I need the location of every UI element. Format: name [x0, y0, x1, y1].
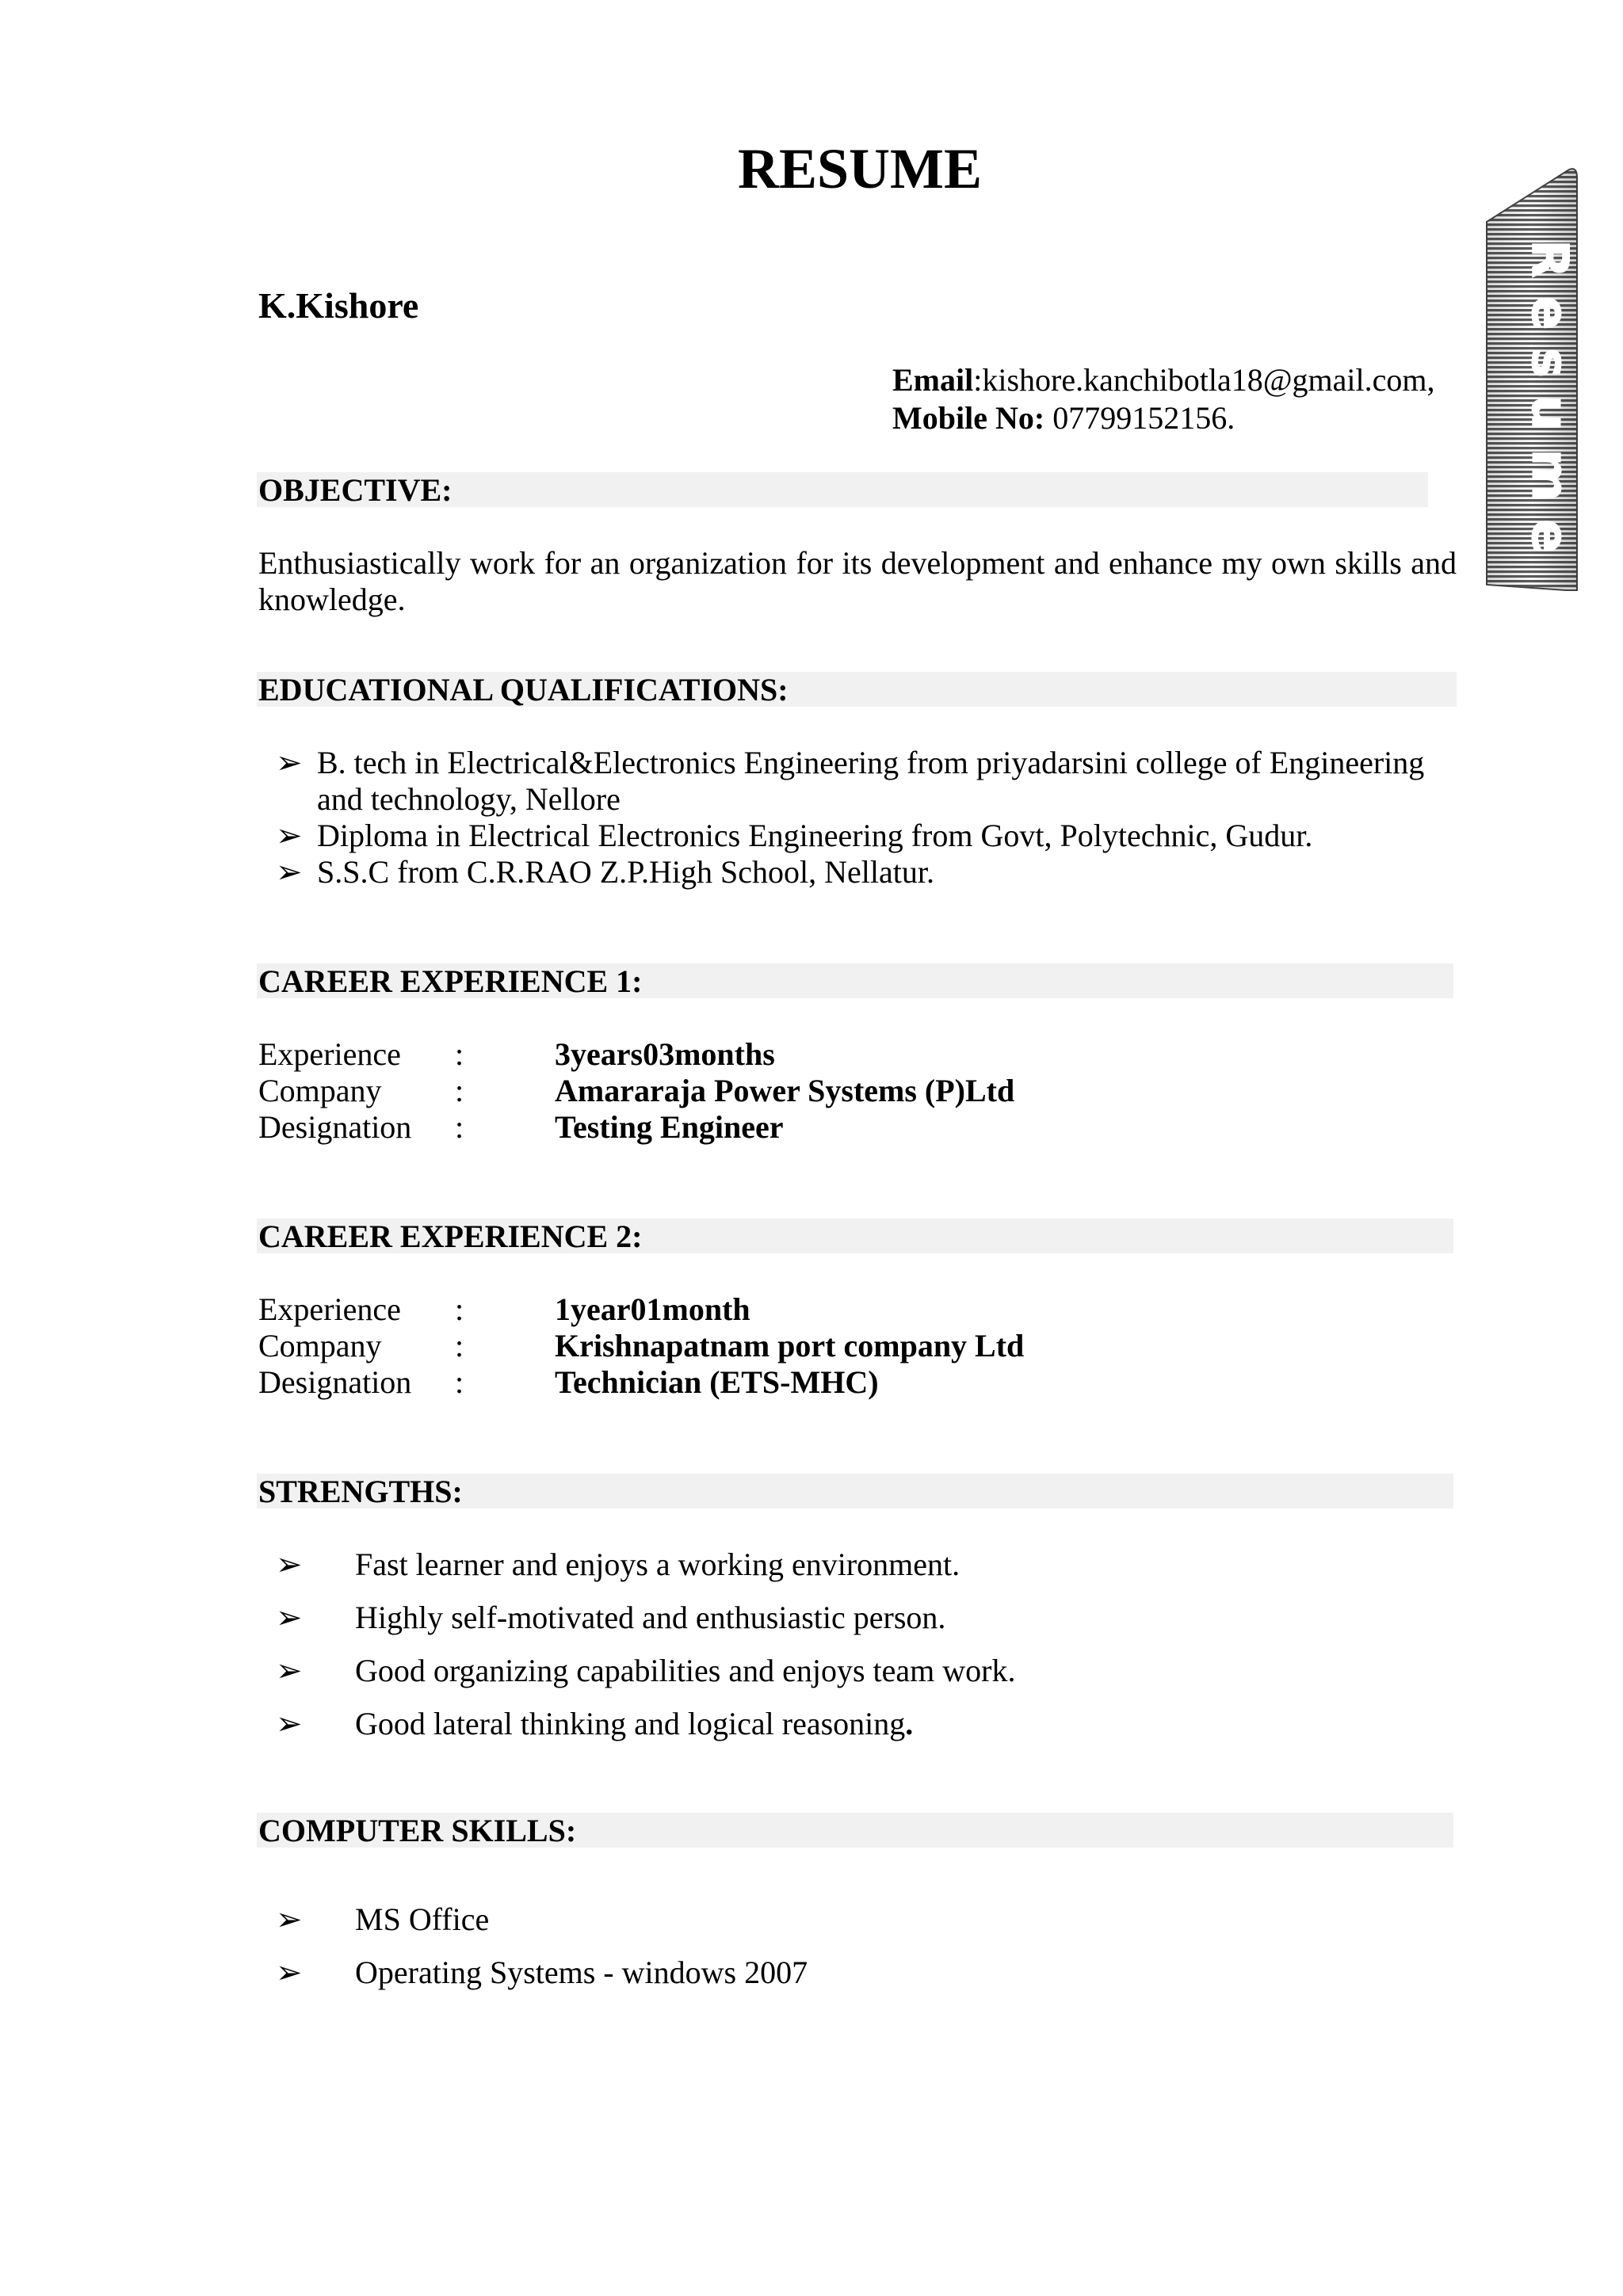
mobile-line: [892, 399, 1435, 437]
education-list: [276, 745, 1465, 891]
career2-heading: CAREER EXPERIENCE 2:: [257, 1219, 1453, 1253]
bullet-arrow-icon: ➢: [276, 1547, 303, 1582]
row-label: Experience: [258, 1291, 401, 1327]
strength-text: Fast learner and enjoys a working environment.: [355, 1547, 960, 1582]
skill-text: Operating Systems - windows 2007: [355, 1955, 808, 1990]
skill-text: MS Office: [355, 1901, 490, 1937]
bullet-arrow-icon: ➢: [276, 1901, 303, 1937]
row-label: Experience: [258, 1036, 401, 1072]
row-value: Technician (ETS-MHC): [555, 1364, 879, 1400]
bullet-arrow-icon: ➢: [276, 854, 303, 890]
row-label: Designation: [258, 1364, 412, 1400]
education-item-text: Diploma in Electrical Electronics Engineering from Govt, Polytechnic, Gudur.: [317, 818, 1313, 853]
row-value: 1year01month: [555, 1291, 750, 1327]
row-separator: :: [455, 1291, 464, 1327]
row-value: Testing Engineer: [555, 1109, 784, 1145]
computer-skills-heading: COMPUTER SKILLS:: [257, 1813, 1453, 1848]
row-value: Amararaja Power Systems (P)Ltd: [555, 1073, 1015, 1108]
bullet-arrow-icon: ➢: [276, 1706, 303, 1741]
strength-text: Good organizing capabilities and enjoys team work.: [355, 1653, 1016, 1688]
page-title: RESUME: [737, 137, 983, 200]
resume-side-tab: [1480, 166, 1583, 591]
email-label: Email: [892, 362, 974, 398]
row-separator: :: [455, 1364, 464, 1400]
bullet-arrow-icon: ➢: [276, 818, 303, 853]
objective-heading: OBJECTIVE:: [257, 472, 1428, 507]
education-item: [276, 818, 1465, 854]
row-label: Company: [258, 1328, 382, 1363]
strength-text-period: .: [905, 1706, 914, 1741]
bullet-arrow-icon: ➢: [276, 1653, 303, 1688]
row-label: Designation: [258, 1109, 412, 1145]
mobile-value: 07799152156.: [1044, 400, 1235, 436]
objective-text: Enthusiastically work for an organization for its development and enhance my own skills and knowledge.: [258, 545, 1457, 617]
strength-text: Highly self-motivated and enthusiastic person.: [355, 1600, 946, 1635]
row-value: Krishnapatnam port company Ltd: [555, 1328, 1025, 1363]
strength-text: [355, 1706, 913, 1742]
email-value: :kishore.kanchibotla18@gmail.com,: [973, 362, 1435, 398]
education-item-text: S.S.C from C.R.RAO Z.P.High School, Nellatur.: [317, 854, 934, 890]
education-item: [276, 854, 1465, 891]
education-item-text: B. tech in Electrical&Electronics Engineering from priyadarsini college of Engineering and technology, Nellore: [317, 745, 1425, 817]
career1-heading: CAREER EXPERIENCE 1:: [257, 963, 1453, 998]
mobile-label: Mobile No:: [892, 400, 1045, 436]
email-line: [892, 361, 1435, 399]
education-item: [276, 745, 1465, 818]
side-tab-label: Resume: [1520, 239, 1579, 571]
row-value: 3years03months: [555, 1036, 775, 1072]
bullet-arrow-icon: ➢: [276, 1600, 303, 1635]
strengths-heading: STRENGTHS:: [257, 1474, 1453, 1508]
row-separator: :: [455, 1036, 464, 1072]
contact-block: [892, 361, 1435, 437]
strength-text-main: Good lateral thinking and logical reasoning: [355, 1706, 906, 1741]
row-label: Company: [258, 1073, 382, 1108]
bullet-arrow-icon: ➢: [276, 745, 303, 780]
bullet-arrow-icon: ➢: [276, 1955, 303, 1990]
row-separator: :: [455, 1073, 464, 1108]
row-separator: :: [455, 1109, 464, 1145]
row-separator: :: [455, 1328, 464, 1363]
education-heading: EDUCATIONAL QUALIFICATIONS:: [257, 672, 1457, 707]
candidate-name: K.Kishore: [258, 285, 419, 326]
